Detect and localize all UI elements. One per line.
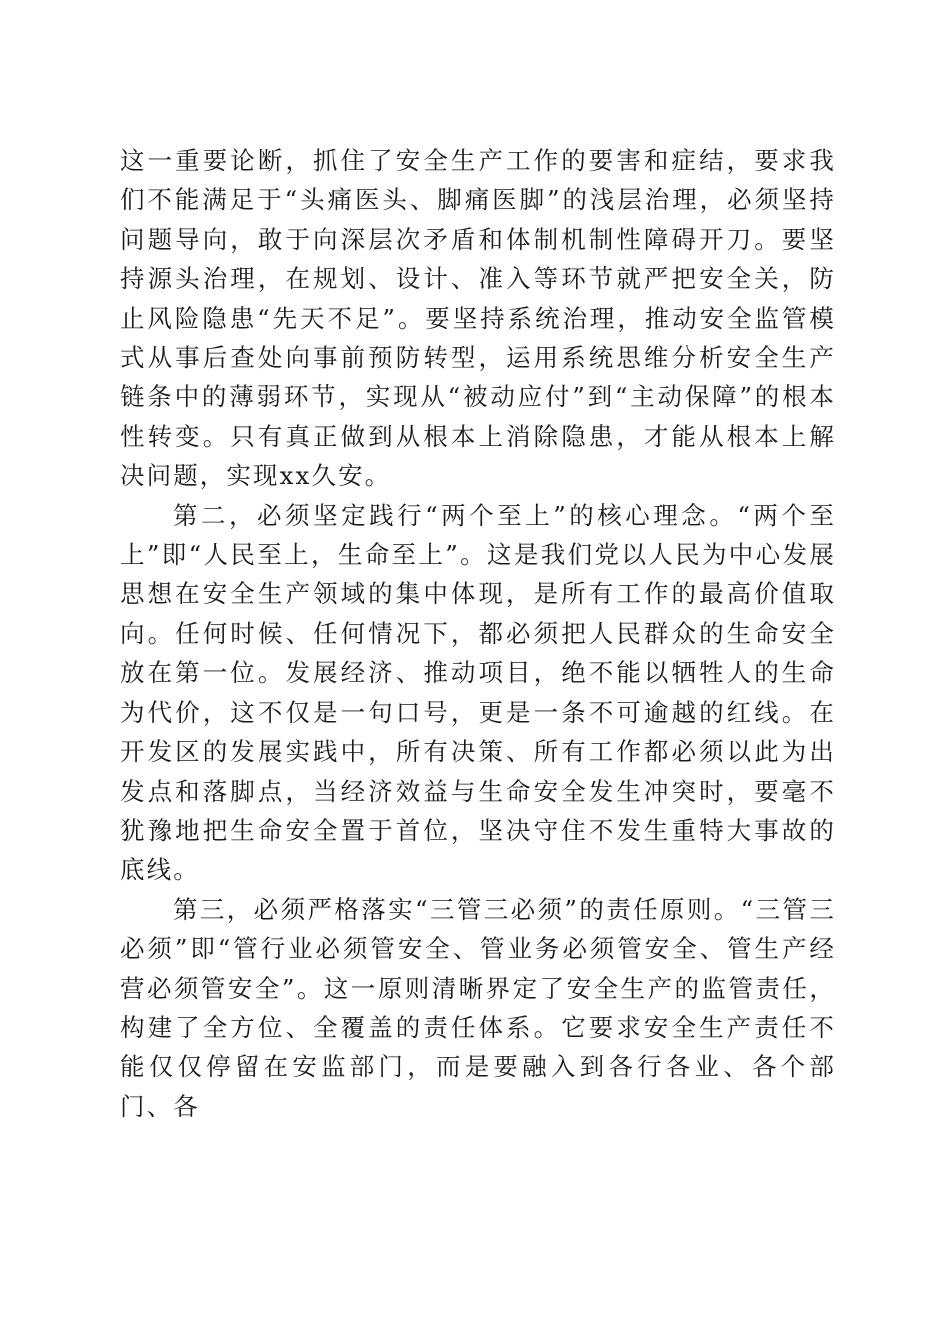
paragraph-continuation: 这一重要论断，抓住了安全生产工作的要害和症结，要求我们不能满足于“头痛医头、脚痛医脚”的浅层治理，必须坚持问题导向，敢于向深层次矛盾和体制机制性障碍开刀。要坚持源头治理，在规划、设计、准入等环节就严把安全关，防止风险隐患“先天不足”。要坚持系统治理，推动安全监管模式从事后查处向事前预防转型，运用系统思维分析安全生产链条中的薄弱环节，实现从“被动应付”到“主动保障”的根本性转变。只有真正做到从根本上消除隐患，才能从根本上解决问题，实现xx久安。 <box>120 146 836 491</box>
document-body <box>120 141 836 1126</box>
paragraph-third-principle: 第三，必须严格落实“三管三必须”的责任原则。“三管三必须”即“管行业必须管安全、管业务必须管安全、管生产经营必须管安全”。这一原则清晰界定了安全生产的监管责任，构建了全方位、全覆盖的责任体系。它要求安全生产责任不能仅仅停留在安监部门，而是要融入到各行各业、各个部门、各 <box>120 894 836 1121</box>
paragraph-second-principle: 第二，必须坚定践行“两个至上”的核心理念。“两个至上”即“人民至上，生命至上”。这是我们党以人民为中心发展思想在安全生产领域的集中体现，是所有工作的最高价值取向。任何时候、任何情况下，都必须把人民群众的生命安全放在第一位。发展经济、推动项目，绝不能以牺牲人的生命为代价，这不仅是一句口号，更是一条不可逾越的红线。在开发区的发展实践中，所有决策、所有工作都必须以此为出发点和落脚点，当经济效益与生命安全发生冲突时，要毫不犹豫地把生命安全置于首位，坚决守住不发生重特大事故的底线。 <box>120 500 836 885</box>
